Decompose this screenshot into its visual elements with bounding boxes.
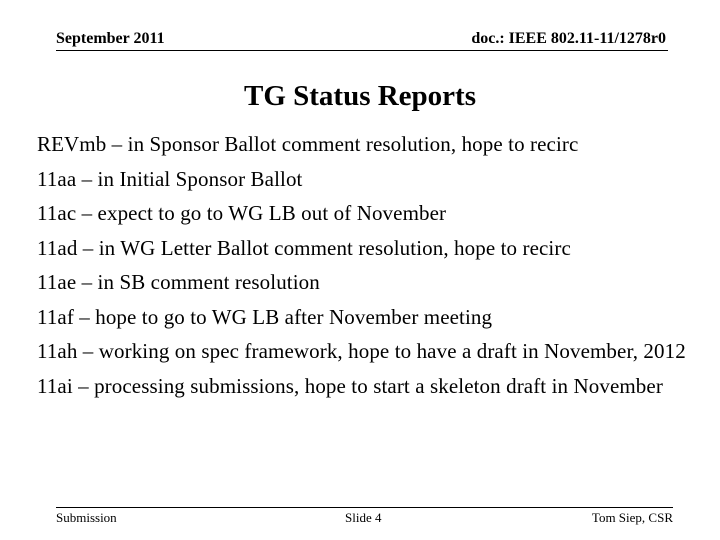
slide-title: TG Status Reports — [243, 80, 476, 112]
status-item-11ac: 11ac – expect to go to WG LB out of November — [37, 201, 447, 225]
footer-slide-number: Slide 4 — [345, 510, 382, 525]
status-item-11ah: 11ah – working on spec framework, hope to have a draft in November, 2012 — [37, 339, 686, 363]
status-item-11ai: 11ai – processing submissions, hope to start a skeleton draft in November — [37, 373, 663, 398]
status-item-11af: 11af – hope to go to WG LB after November meeting — [37, 304, 493, 329]
status-list — [37, 128, 697, 404]
status-item-11ad: 11ad – in WG Letter Ballot comment resolution, hope to recirc — [37, 235, 571, 260]
header-doc-id: doc.: IEEE 802.11-11/1278r0 — [471, 30, 666, 47]
footer-author: Tom Siep, CSR — [591, 510, 673, 525]
footer-submission: Submission — [56, 510, 117, 525]
status-item-11aa: 11aa – in Initial Sponsor Ballot — [37, 166, 303, 191]
header-divider — [56, 50, 668, 51]
footer-divider — [56, 507, 673, 508]
header-date: September 2011 — [56, 30, 165, 47]
status-item-11ae: 11ae – in SB comment resolution — [37, 270, 320, 294]
status-item-revmb: REVmb – in Sponsor Ballot comment resolution, hope to recirc — [37, 132, 579, 156]
